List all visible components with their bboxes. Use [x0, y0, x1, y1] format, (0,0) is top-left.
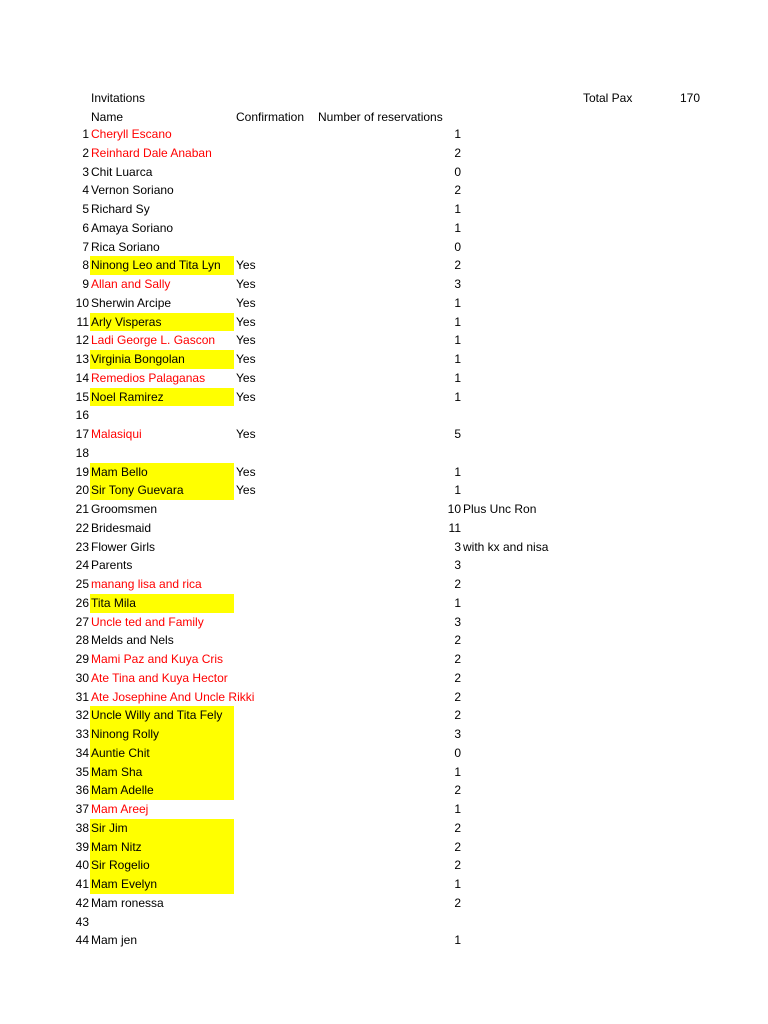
confirmation-cell: Yes — [236, 370, 256, 385]
row-number: 26 — [75, 595, 89, 610]
reservations-cell: 5 — [454, 427, 461, 441]
guest-name-cell: Cheryll Escano — [91, 127, 172, 141]
row-number: 39 — [75, 839, 89, 854]
row-number: 21 — [75, 502, 89, 516]
column-header-name: Name — [91, 110, 124, 124]
note-cell: with kx and nisa — [463, 539, 549, 554]
reservations-cell: 3 — [454, 558, 461, 573]
guest-name-cell: Richard Sy — [91, 202, 150, 216]
confirmation-cell: Yes — [236, 464, 256, 479]
table-row — [0, 556, 768, 575]
confirmation-cell: Yes — [236, 295, 256, 310]
row-number: 2 — [82, 145, 89, 160]
row-number: 42 — [75, 895, 89, 910]
reservations-cell: 2 — [454, 708, 461, 723]
table-row — [0, 388, 768, 407]
guest-name-cell: Arly Visperas — [90, 313, 234, 332]
table-row — [0, 838, 768, 857]
reservations-cell: 1 — [454, 352, 461, 366]
invitations-title: Invitations — [91, 91, 146, 105]
column-header-confirmation: Confirmation — [236, 110, 305, 124]
table-row — [0, 294, 768, 313]
table-row — [0, 256, 768, 275]
guest-name-cell: Auntie Chit — [90, 744, 234, 763]
row-number: 33 — [75, 727, 89, 741]
row-number: 8 — [82, 258, 89, 273]
guest-name-cell: Sir Rogelio — [90, 856, 234, 875]
row-number: 22 — [75, 520, 89, 535]
reservations-cell: 0 — [454, 239, 461, 254]
reservations-cell: 11 — [448, 520, 461, 535]
table-row — [0, 238, 768, 257]
row-number: 27 — [75, 614, 89, 629]
row-number: 11 — [76, 314, 89, 329]
table-row — [0, 894, 768, 913]
reservations-cell: 2 — [454, 858, 461, 873]
reservations-cell: 1 — [454, 295, 461, 310]
column-header-reservations: Number of reservations — [318, 110, 443, 124]
reservations-cell: 1 — [454, 370, 461, 385]
table-row — [0, 406, 768, 425]
guest-name-cell: Mam ronessa — [91, 895, 164, 910]
row-number: 41 — [75, 877, 89, 891]
confirmation-cell: Yes — [236, 258, 256, 273]
table-row — [0, 613, 768, 632]
guest-name-cell: Remedios Palaganas — [91, 370, 206, 385]
row-number: 37 — [75, 802, 89, 816]
table-row — [0, 913, 768, 932]
reservations-cell: 3 — [454, 277, 461, 291]
guest-name-cell: Ladi George L. Gascon — [91, 333, 216, 348]
table-row — [0, 575, 768, 594]
guest-name-cell: Mam jen — [91, 933, 138, 948]
guest-name-cell: Groomsmen — [91, 502, 158, 516]
confirmation-cell: Yes — [236, 352, 256, 366]
guest-name-cell: manang lisa and rica — [91, 577, 202, 591]
reservations-cell: 1 — [454, 483, 461, 498]
confirmation-cell: Yes — [236, 483, 256, 498]
reservations-cell: 2 — [454, 895, 461, 910]
confirmation-cell: Yes — [236, 333, 256, 348]
reservations-cell: 2 — [454, 820, 461, 835]
row-number: 35 — [75, 764, 89, 779]
reservations-cell: 1 — [454, 389, 461, 404]
row-number: 15 — [75, 389, 89, 404]
reservations-cell: 1 — [454, 595, 461, 610]
row-number: 25 — [75, 577, 89, 591]
guest-name-cell: Uncle ted and Family — [91, 614, 204, 629]
reservations-cell: 2 — [454, 670, 461, 685]
row-number: 34 — [75, 745, 89, 760]
guest-name-cell: Sir Tony Guevara — [90, 481, 234, 500]
table-row — [0, 181, 768, 200]
guest-name-cell — [90, 444, 234, 463]
row-number: 44 — [75, 933, 89, 948]
row-number: 18 — [75, 445, 89, 460]
guest-name-cell — [90, 406, 234, 425]
reservations-cell: 2 — [454, 258, 461, 273]
table-row — [0, 275, 768, 294]
guest-name-cell: Tita Mila — [90, 594, 234, 613]
reservations-cell: 2 — [454, 633, 461, 648]
row-number: 10 — [75, 295, 89, 310]
row-number: 3 — [82, 164, 89, 179]
reservations-cell: 1 — [454, 314, 461, 329]
guest-name-cell: Mam Evelyn — [90, 875, 234, 894]
table-row — [0, 800, 768, 819]
guest-name-cell: Reinhard Dale Anaban — [91, 145, 212, 160]
guest-name-cell: Flower Girls — [91, 539, 156, 554]
table-row — [0, 144, 768, 163]
table-row — [0, 631, 768, 650]
guest-name-cell: Rica Soriano — [91, 239, 160, 254]
reservations-cell: 3 — [454, 539, 461, 554]
table-row — [0, 725, 768, 744]
reservations-cell: 2 — [454, 577, 461, 591]
reservations-cell: 3 — [454, 727, 461, 741]
table-row — [0, 688, 768, 707]
row-number: 1 — [82, 127, 89, 141]
row-number: 36 — [75, 783, 89, 798]
row-number: 38 — [75, 820, 89, 835]
table-row — [0, 463, 768, 482]
guest-name-cell: Allan and Sally — [91, 277, 171, 291]
row-number: 16 — [75, 408, 89, 423]
row-number: 4 — [82, 183, 89, 198]
table-row — [0, 706, 768, 725]
table-row — [0, 594, 768, 613]
guest-name-cell: Ate Josephine And Uncle Rikki — [91, 689, 255, 704]
table-row — [0, 875, 768, 894]
guest-name-cell: Parents — [91, 558, 133, 573]
guest-name-cell: Sir Jim — [90, 819, 234, 838]
table-row — [0, 500, 768, 519]
table-row — [0, 125, 768, 144]
guest-name-cell: Mam Areej — [91, 802, 149, 816]
row-number: 12 — [75, 333, 89, 348]
reservations-cell: 2 — [454, 652, 461, 666]
guest-table — [0, 125, 768, 950]
confirmation-cell: Yes — [236, 314, 256, 329]
row-number: 7 — [82, 239, 89, 254]
reservations-cell: 10 — [447, 502, 461, 516]
table-row — [0, 425, 768, 444]
row-number: 31 — [75, 689, 89, 704]
guest-name-cell: Melds and Nels — [91, 633, 174, 648]
guest-name-cell: Sherwin Arcipe — [91, 295, 172, 310]
guest-name-cell: Amaya Soriano — [91, 220, 174, 235]
table-row — [0, 538, 768, 557]
table-row — [0, 313, 768, 332]
reservations-cell: 0 — [454, 164, 461, 179]
total-pax-value: 170 — [680, 91, 701, 105]
table-row — [0, 331, 768, 350]
reservations-cell: 0 — [454, 745, 461, 760]
reservations-cell: 1 — [454, 877, 461, 891]
reservations-cell: 2 — [454, 839, 461, 854]
row-number: 5 — [82, 202, 89, 216]
table-row — [0, 781, 768, 800]
table-row — [0, 650, 768, 669]
row-number: 28 — [75, 633, 89, 648]
guest-name-cell: Mami Paz and Kuya Cris — [91, 652, 224, 666]
row-number: 29 — [75, 652, 89, 666]
row-number: 6 — [82, 220, 89, 235]
reservations-cell: 3 — [454, 614, 461, 629]
row-number: 24 — [75, 558, 89, 573]
total-pax-label: Total Pax — [583, 91, 633, 105]
row-number: 14 — [75, 370, 89, 385]
guest-name-cell: Ninong Rolly — [90, 725, 234, 744]
reservations-cell: 1 — [454, 764, 461, 779]
table-row — [0, 763, 768, 782]
row-number: 40 — [75, 858, 89, 873]
guest-name-cell: Virginia Bongolan — [90, 350, 234, 369]
row-number: 19 — [75, 464, 89, 479]
reservations-cell: 2 — [454, 783, 461, 798]
guest-name-cell: Noel Ramirez — [90, 388, 234, 407]
reservations-cell: 1 — [454, 464, 461, 479]
row-number: 32 — [75, 708, 89, 723]
reservations-cell: 1 — [454, 933, 461, 948]
row-number: 23 — [75, 539, 89, 554]
row-number: 20 — [75, 483, 89, 498]
row-number: 17 — [75, 427, 89, 441]
table-row — [0, 519, 768, 538]
guest-name-cell: Malasiqui — [91, 427, 142, 441]
guest-name-cell: Ninong Leo and Tita Lyn — [90, 256, 234, 275]
reservations-cell: 1 — [454, 127, 461, 141]
table-row — [0, 744, 768, 763]
guest-name-cell: Mam Adelle — [90, 781, 234, 800]
confirmation-cell: Yes — [236, 427, 256, 441]
table-row — [0, 163, 768, 182]
row-number: 43 — [75, 914, 89, 929]
guest-name-cell: Ate Tina and Kuya Hector — [91, 670, 228, 685]
table-row — [0, 819, 768, 838]
guest-name-cell — [90, 913, 234, 932]
row-number: 9 — [82, 277, 89, 291]
reservations-cell: 2 — [454, 689, 461, 704]
table-row — [0, 369, 768, 388]
guest-name-cell: Mam Nitz — [90, 838, 234, 857]
table-row — [0, 350, 768, 369]
table-row — [0, 481, 768, 500]
guest-name-cell: Vernon Soriano — [91, 183, 174, 198]
table-row — [0, 444, 768, 463]
guest-name-cell: Uncle Willy and Tita Fely — [90, 706, 234, 725]
table-row — [0, 669, 768, 688]
table-row — [0, 856, 768, 875]
guest-name-cell: Chit Luarca — [91, 164, 153, 179]
confirmation-cell: Yes — [236, 277, 256, 291]
reservations-cell: 1 — [454, 802, 461, 816]
reservations-cell: 1 — [454, 333, 461, 348]
row-number: 30 — [75, 670, 89, 685]
confirmation-cell: Yes — [236, 389, 256, 404]
table-row — [0, 219, 768, 238]
note-cell: Plus Unc Ron — [463, 502, 537, 516]
reservations-cell: 2 — [454, 145, 461, 160]
row-number: 13 — [75, 352, 89, 366]
reservations-cell: 2 — [454, 183, 461, 198]
guest-name-cell: Mam Sha — [90, 763, 234, 782]
guest-name-cell: Bridesmaid — [91, 520, 152, 535]
reservations-cell: 1 — [454, 202, 461, 216]
guest-name-cell: Mam Bello — [90, 463, 234, 482]
table-row — [0, 931, 768, 950]
reservations-cell: 1 — [454, 220, 461, 235]
table-row — [0, 200, 768, 219]
